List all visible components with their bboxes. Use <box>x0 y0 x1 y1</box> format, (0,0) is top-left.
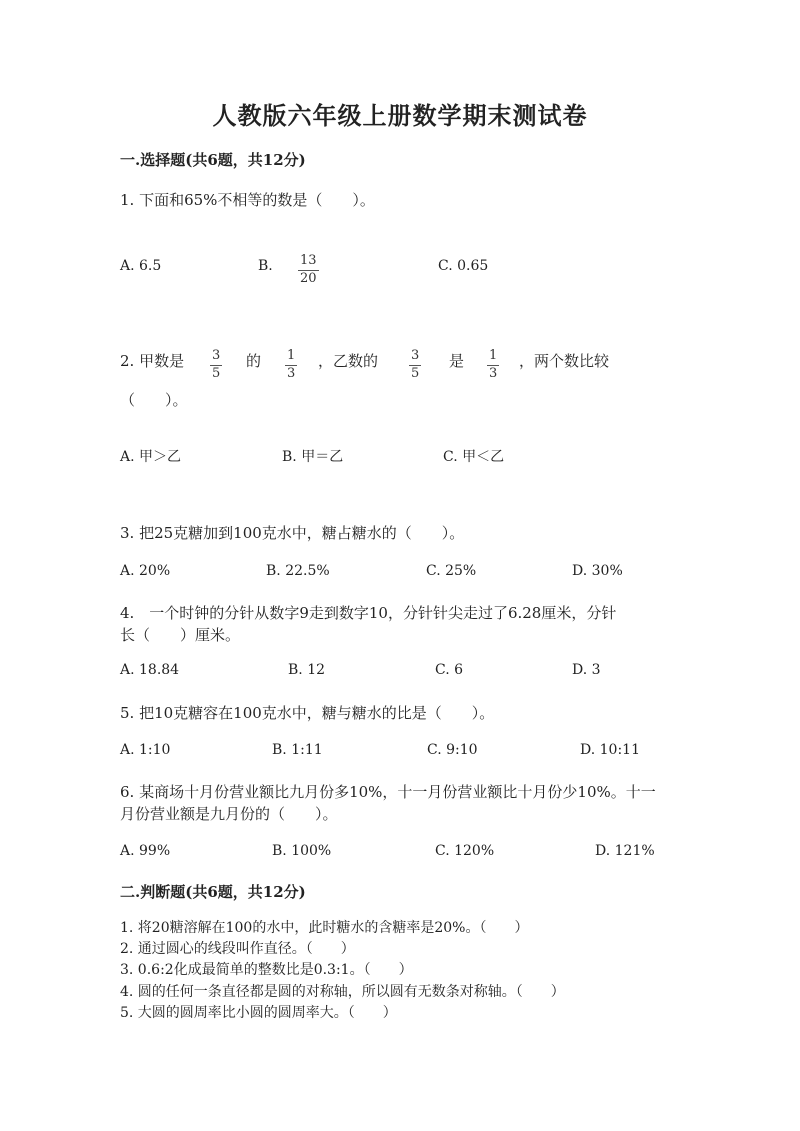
fraction-denominator: 3 <box>489 365 498 381</box>
q2-fraction-4 <box>487 344 499 382</box>
question-4-line2: 长（ ）厘米。 <box>120 626 241 644</box>
judgement-item-2: 2. 通过圆心的线段叫作直径。（ ） <box>120 941 355 957</box>
q3-option-c: C. 25% <box>426 563 477 579</box>
q4-option-b: B. 12 <box>288 662 326 678</box>
q1-option-a: A. 6.5 <box>120 258 162 274</box>
q2-fraction-3 <box>409 344 421 382</box>
question-2-part5: ，两个数比较 <box>519 352 610 370</box>
fraction-denominator: 5 <box>212 365 221 381</box>
question-6-line1: 6. 某商场十月份营业额比九月份多10%，十一月份营业额比十月份少10%。十一 <box>120 783 656 801</box>
q4-option-c: C. 6 <box>435 662 464 678</box>
fraction-denominator: 20 <box>300 270 317 286</box>
q2-option-a: A. 甲＞乙 <box>120 449 182 465</box>
judgement-item-3: 3. 0.6:2化成最简单的整数比是0.3:1。（ ） <box>120 962 413 978</box>
q1-option-b: B. <box>258 258 273 274</box>
q2-fraction-2 <box>285 344 297 382</box>
question-2-line2: （ ）。 <box>120 391 188 409</box>
section-heading-judgement: 二.判断题(共6题，共12分) <box>120 883 306 901</box>
q3-option-d: D. 30% <box>572 563 623 579</box>
q4-option-a: A. 18.84 <box>120 662 180 678</box>
q1-option-c: C. 0.65 <box>438 258 489 274</box>
judgement-item-5: 5. 大圆的圆周率比小圆的圆周率大。（ ） <box>120 1005 397 1021</box>
question-6-line2: 月份营业额是九月份的（ ）。 <box>120 805 338 823</box>
question-2-part2: 的 <box>246 352 262 370</box>
q6-option-d: D. 121% <box>595 843 655 859</box>
question-4-line1: 4. 一个时钟的分针从数字9走到数字10，分针针尖走过了6.28厘米，分针 <box>120 604 617 622</box>
q2-fraction-1 <box>210 344 222 382</box>
q6-option-c: C. 120% <box>435 843 495 859</box>
fraction-numerator: 3 <box>210 349 222 366</box>
q5-option-a: A. 1:10 <box>120 742 171 758</box>
question-2-part4: 是 <box>449 352 465 370</box>
q5-option-d: D. 10:11 <box>580 742 640 758</box>
q5-option-c: C. 9:10 <box>427 742 478 758</box>
q6-option-a: A. 99% <box>120 843 171 859</box>
q3-option-b: B. 22.5% <box>266 563 330 579</box>
fraction-denominator: 3 <box>287 365 296 381</box>
q2-option-b: B. 甲＝乙 <box>282 449 344 465</box>
q4-option-d: D. 3 <box>572 662 601 678</box>
q1-option-b-fraction <box>298 249 319 287</box>
judgement-item-1: 1. 将20糖溶解在100的水中，此时糖水的含糖率是20%。（ ） <box>120 920 529 936</box>
fraction-numerator: 1 <box>285 349 297 366</box>
fraction-numerator: 3 <box>409 349 421 366</box>
section-heading-choice: 一.选择题(共6题，共12分) <box>120 151 306 169</box>
question-5: 5. 把10克糖容在100克水中，糖与糖水的比是（ ）。 <box>120 704 495 722</box>
fraction-denominator: 5 <box>411 365 420 381</box>
q3-option-a: A. 20% <box>120 563 171 579</box>
page-title: 人教版六年级上册数学期末测试卷 <box>212 101 588 130</box>
judgement-item-4: 4. 圆的任何一条直径都是圆的对称轴，所以圆有无数条对称轴。（ ） <box>120 984 565 1000</box>
q5-option-b: B. 1:11 <box>272 742 323 758</box>
q6-option-b: B. 100% <box>272 843 332 859</box>
question-1: 1. 下面和65%不相等的数是（ ）。 <box>120 191 375 209</box>
question-3: 3. 把25克糖加到100克水中，糖占糖水的（ ）。 <box>120 524 465 542</box>
question-2-part3: ，乙数的 <box>318 352 379 370</box>
question-2-part1: 2. 甲数是 <box>120 352 185 370</box>
q2-option-c: C. 甲＜乙 <box>443 449 505 465</box>
fraction-numerator: 13 <box>298 254 319 271</box>
fraction-numerator: 1 <box>487 349 499 366</box>
